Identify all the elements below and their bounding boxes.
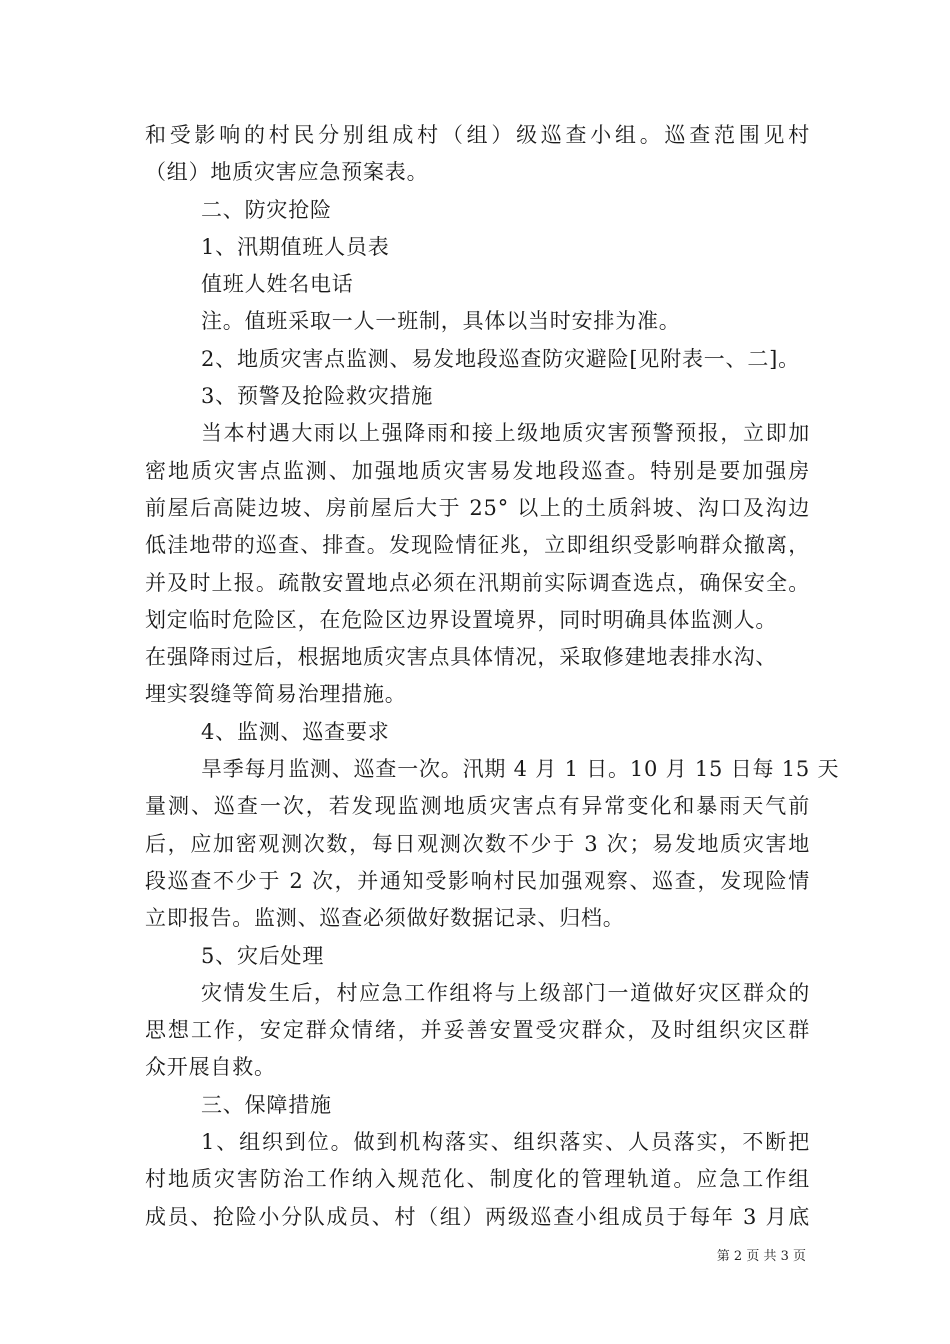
text-line: 4、监测、巡查要求 [201, 719, 390, 744]
page-number: 第 2 页 共 3 页 [716, 1249, 806, 1264]
text-line: 立即报告。监测、巡查必须做好数据记录、归档。 [145, 906, 625, 931]
text-line: 旱季每月监测、巡查一次。汛期 4 月 1 日。10 月 15 日每 15 天 [201, 757, 840, 782]
text-line: 二、防灾抢险 [201, 197, 332, 222]
text-line: 众开展自救。 [145, 1055, 276, 1080]
text-line: 并及时上报。疏散安置地点必须在汛期前实际调查选点，确保安全。 [145, 570, 810, 595]
text-line: 量测、巡查一次，若发现监测地质灾害点有异常变化和暴雨天气前 [145, 794, 810, 819]
text-line: 1、组织到位。做到机构落实、组织落实、人员落实，不断把 [201, 1130, 810, 1155]
text-line: 段巡查不少于 2 次，并通知受影响村民加强观察、巡查，发现险情 [145, 868, 810, 893]
text-line: 和受影响的村民分别组成村（组）级巡查小组。巡查范围见村 [145, 123, 810, 147]
text-line: 村地质灾害防治工作纳入规范化、制度化的管理轨道。应急工作组 [145, 1167, 810, 1192]
text-line: （组）地质灾害应急预案表。 [145, 160, 429, 185]
text-line: 3、预警及抢险救灾措施 [201, 384, 434, 409]
text-line: 前屋后高陡边坡、房前屋后大于 25° 以上的土质斜坡、沟口及沟边 [145, 495, 810, 520]
text-line: 思想工作，安定群众情绪，并妥善安置受灾群众，及时组织灾区群 [145, 1018, 810, 1043]
text-line: 5、灾后处理 [201, 943, 325, 968]
text-line: 成员、抢险小分队成员、村（组）两级巡查小组成员于每年 3 月底 [145, 1204, 810, 1229]
text-line: 划定临时危险区，在危险区边界设置境界，同时明确具体监测人。 [145, 607, 778, 632]
text-line: 值班人姓名电话 [201, 272, 354, 297]
text-line: 1、汛期值班人员表 [201, 234, 390, 259]
text-line: 灾情发生后，村应急工作组将与上级部门一道做好灾区群众的 [201, 980, 810, 1005]
text-line: 在强降雨过后，根据地质灾害点具体情况，采取修建地表排水沟、 [145, 645, 778, 670]
text-line: 埋实裂缝等简易治理措施。 [145, 682, 407, 707]
text-line: 2、地质灾害点监测、易发地段巡查防灾避险[见附表一、二]。 [201, 346, 800, 371]
text-line: 后，应加密观测次数，每日观测次数不少于 3 次；易发地质灾害地 [145, 831, 810, 856]
document-body [145, 117, 840, 1236]
text-line: 当本村遇大雨以上强降雨和接上级地质灾害预警预报，立即加 [201, 421, 810, 446]
page-footer [0, 1245, 806, 1264]
text-line: 密地质灾害点监测、加强地质灾害易发地段巡查。特别是要加强房 [145, 458, 810, 483]
text-line: 注。值班采取一人一班制，具体以当时安排为准。 [201, 309, 681, 334]
text-line: 三、保障措施 [201, 1092, 332, 1117]
text-line: 低洼地带的巡查、排查。发现险情征兆，立即组织受影响群众撤离， [145, 533, 810, 558]
